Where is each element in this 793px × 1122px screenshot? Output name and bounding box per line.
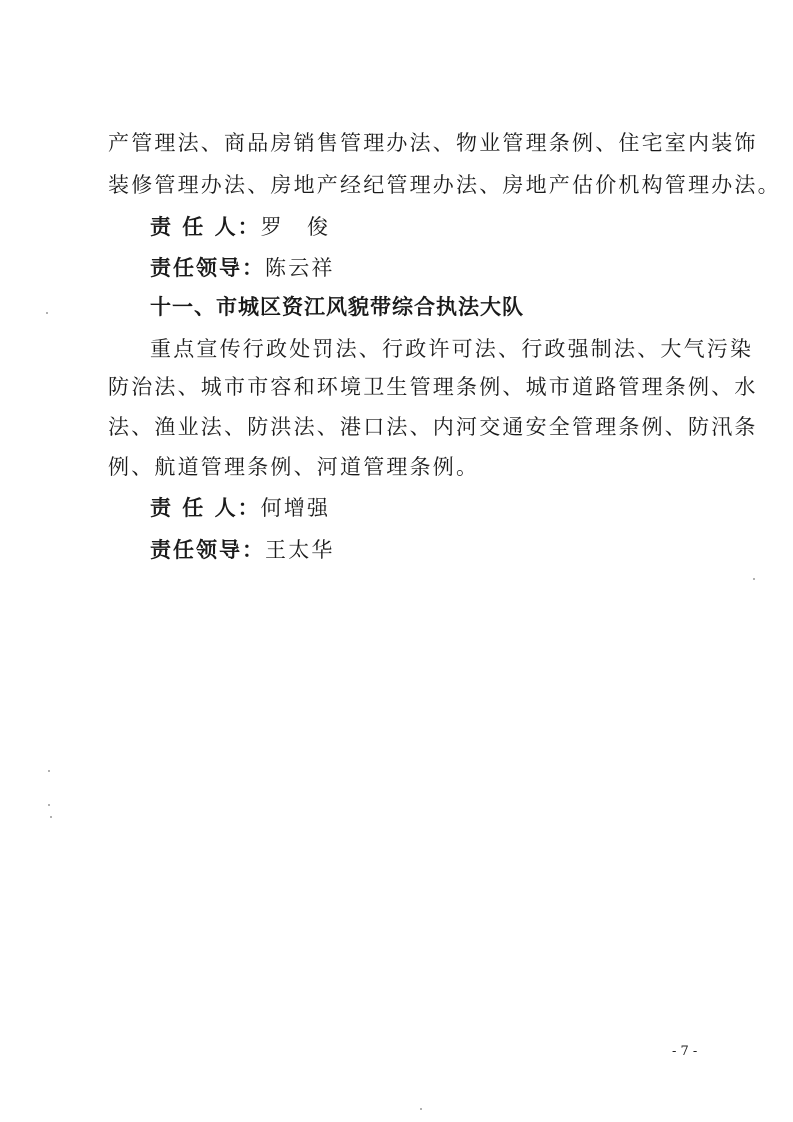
- section-10-body-line-1: 产管理法、商品房销售管理办法、物业管理条例、住宅室内装饰: [108, 131, 758, 155]
- responsible-person-label: 责 任 人：: [150, 215, 261, 239]
- section-11-responsible-leader: [150, 536, 335, 564]
- scan-speck: [50, 816, 52, 818]
- section-10-responsible-leader: [150, 254, 335, 282]
- scan-speck: [48, 770, 50, 772]
- section-10-responsible-person: [150, 213, 330, 241]
- responsible-leader-label: 责任领导：: [150, 538, 265, 562]
- section-11-body-line-2: 防治法、城市市容和环境卫生管理条例、城市道路管理条例、水: [108, 375, 758, 399]
- section-11-heading: 十一、市城区资江风貌带综合执法大队: [150, 295, 524, 319]
- section-10-body-line-2: 装修管理办法、房地产经纪管理办法、房地产估价机构管理办法。: [108, 173, 781, 197]
- section-11-body-line-3: 法、渔业法、防洪法、港口法、内河交通安全管理条例、防汛条: [108, 415, 758, 439]
- section-11-responsible-person: [150, 494, 330, 522]
- responsible-leader-value: 陈云祥: [265, 256, 335, 280]
- responsible-person-value: 罗 俊: [260, 215, 331, 239]
- responsible-leader-label: 责任领导：: [150, 256, 265, 280]
- responsible-person-label: 责 任 人：: [150, 496, 261, 520]
- scan-speck: [753, 578, 755, 580]
- section-11-body-line-4: 例、航道管理条例、河道管理条例。: [108, 455, 480, 479]
- scan-speck: [420, 1108, 422, 1110]
- page-number: - 7 -: [672, 1044, 698, 1059]
- section-11-body-line-1: 重点宣传行政处罚法、行政许可法、行政强制法、大气污染: [150, 337, 754, 361]
- responsible-leader-value: 王太华: [265, 538, 335, 562]
- scan-speck: [48, 804, 50, 806]
- scan-speck: [46, 312, 48, 314]
- responsible-person-value: 何增强: [260, 496, 331, 520]
